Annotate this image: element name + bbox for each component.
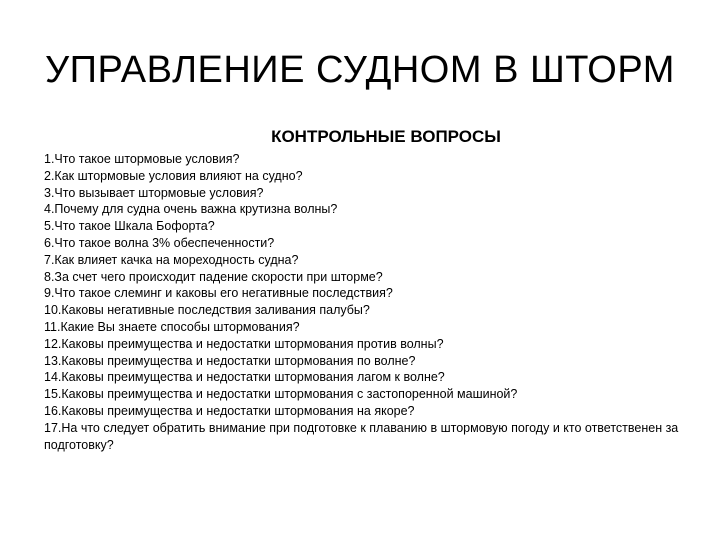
question-item: 15.Каковы преимущества и недостатки штормования с застопоренной машиной? <box>44 387 518 402</box>
question-item: 4.Почему для судна очень важна крутизна волны? <box>44 202 338 217</box>
question-item: 9.Что такое слеминг и каковы его негативные последствия? <box>44 286 393 301</box>
question-item: 16.Каковы преимущества и недостатки штормования на якоре? <box>44 403 415 418</box>
question-item: 3.Что вызывает штормовые условия? <box>44 185 264 200</box>
slide-title: УПРАВЛЕНИЕ СУДНОМ В ШТОРМ <box>45 49 675 91</box>
question-item: 13.Каковы преимущества и недостатки штормования по волне? <box>44 353 416 368</box>
question-item: 17.На что следует обратить внимание при подготовке к плаванию в штормовую погоду и кто ответственен за подготовку? <box>44 420 679 452</box>
question-item: 8.За счет чего происходит падение скорости при шторме? <box>44 269 383 284</box>
question-item: 10.Каковы негативные последствия заливания палубы? <box>44 303 370 318</box>
question-item: 12.Каковы преимущества и недостатки штормования против волны? <box>44 336 444 351</box>
question-item: 2.Как штормовые условия влияют на судно? <box>44 168 303 183</box>
question-item: 11.Какие Вы знаете способы штормования? <box>44 319 300 334</box>
question-item: 7.Как влияет качка на мореходность судна? <box>44 252 299 267</box>
question-item: 14.Каковы преимущества и недостатки штормования лагом к волне? <box>44 370 445 385</box>
question-item: 6.Что такое волна 3% обеспеченности? <box>44 235 275 250</box>
question-item: 1.Что такое штормовые условия? <box>44 152 240 166</box>
questions-list <box>44 151 684 453</box>
slide-subtitle: КОНТРОЛЬНЫЕ ВОПРОСЫ <box>271 127 501 146</box>
question-item: 5.Что такое Шкала Бофорта? <box>44 219 215 234</box>
